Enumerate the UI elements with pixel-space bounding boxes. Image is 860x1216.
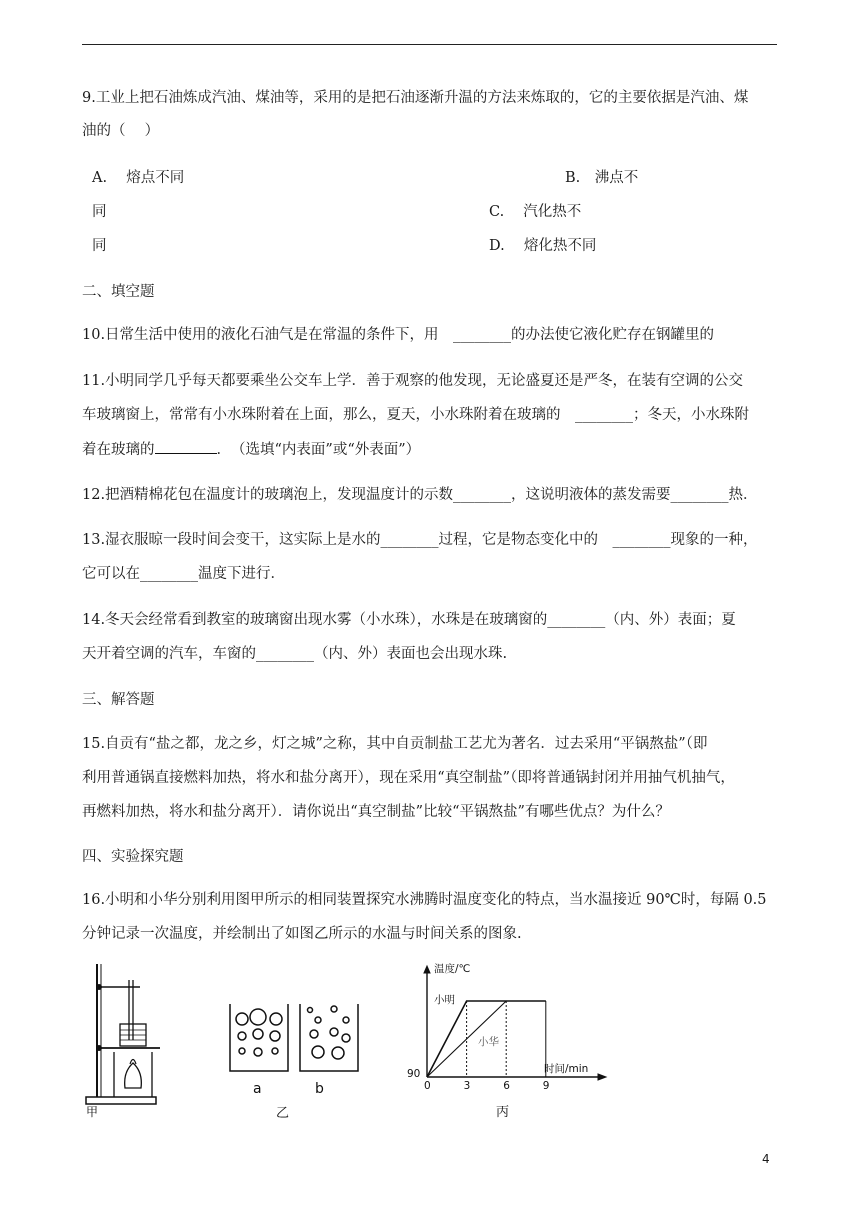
label-yi: 乙 [276, 1106, 290, 1121]
x-axis-arrow [598, 1074, 606, 1080]
y-axis-arrow [424, 966, 430, 973]
figure-jia-apparatus [80, 960, 170, 1120]
beaker-a [230, 1004, 288, 1071]
q12: 12.把酒精棉花包在温度计的玻璃泡上，发现温度计的示数________，这说明液体的蒸发需要________热． [82, 487, 758, 503]
x-tick-label: 3 [463, 1080, 471, 1092]
label-bing: 丙 [496, 1105, 510, 1120]
q16-line1: 16.小明和小华分别利用图甲所示的相同装置探究水沸腾时温度变化的特点，当水温接近 90℃时，每隔 0.5 [82, 892, 767, 908]
q11-line2: 车玻璃窗上，常常有小水珠附着在上面，那么，夏天，小水珠附着在玻璃的 ________；冬天，小水珠附 [82, 407, 749, 423]
section-fill-blank: 二、填空题 [82, 284, 155, 300]
series-name-xiaoming: 小明 [434, 994, 455, 1006]
q13-line2: 它可以在________温度下进行． [82, 566, 285, 582]
q11-line3-start: 着在玻璃的 [82, 442, 155, 458]
q9-option-d: D. 熔化热不同 [489, 238, 597, 254]
section-experiment: 四、实验探究题 [82, 849, 184, 865]
q15-line1: 15.自贡有“盐之都，龙之乡，灯之城”之称，其中自贡制盐工艺尤为著名．过去采用“平锅熬盐”（即 [82, 736, 708, 752]
q9-line1: 9.工业上把石油炼成汽油、煤油等，采用的是把石油逐渐升温的方法来炼取的，它的主要依据是汽油、煤 [82, 90, 749, 106]
q9-fragment-2: 同 [92, 238, 107, 254]
answer-blank [155, 439, 217, 454]
series-name-xiaohua: 小华 [478, 1036, 499, 1048]
header-rule [82, 44, 777, 45]
x-tick-label: 9 [542, 1080, 550, 1092]
x-tick-label: 0 [424, 1080, 431, 1092]
page-number: 4 [762, 1152, 770, 1166]
q14-line2: 天开着空调的汽车，车窗的________（内、外）表面也会出现水珠. [82, 646, 508, 662]
label-jia: 甲 [86, 1105, 99, 1119]
figure-bing-chart [404, 960, 624, 1120]
q15-line3: 再燃料加热，将水和盐分离开）．请你说出“真空制盐”比较“平锅熬盐”有哪些优点？为什么？ [82, 804, 670, 820]
q9-option-c: C. 汽化热不 [489, 204, 582, 220]
q11-line1: 11.小明同学几乎每天都要乘坐公交车上学．善于观察的他发现，无论盛夏还是严冬，在装有空调的公交 [82, 373, 744, 389]
section-answer: 三、解答题 [82, 692, 155, 708]
q15-line2: 利用普通锅直接燃料加热，将水和盐分离开），现在采用“真空制盐”（即将普通锅封闭并用抽气机抽气， [82, 770, 735, 786]
q11-line3 [82, 439, 782, 460]
q9-option-a: A. 熔点不同 [92, 170, 185, 186]
q14-line1: 14.冬天会经常看到教室的玻璃窗出现水雾（小水珠），水珠是在玻璃窗的________（内、外）表面；夏 [82, 612, 736, 628]
q11-line3-end: ． （选填“内表面”或“外表面”） [216, 442, 421, 458]
q13-line1: 13.湿衣服晾一段时间会变干，这实际上是水的________过程，它是物态变化中的 ________现象的一种， [82, 532, 758, 548]
beaker-b [300, 1004, 358, 1071]
q16-line2: 分钟记录一次温度，并绘制出了如图乙所示的水温与时间关系的图象. [82, 926, 522, 942]
figure-yi-beakers [218, 996, 368, 1126]
x-tick-label: 6 [503, 1080, 510, 1092]
x-axis-label: 时间/min [544, 1063, 589, 1075]
y-axis-label: 温度/℃ [434, 963, 471, 975]
q9-fragment-1: 同 [92, 204, 107, 220]
label-b: b [315, 1081, 324, 1097]
y-tick-label: 90 [407, 1068, 421, 1080]
q9-option-b: B. 沸点不 [565, 170, 639, 186]
q9-line2: 油的（ ） [82, 123, 160, 139]
chart-labels [407, 962, 588, 1092]
label-a: a [253, 1081, 262, 1097]
q10: 10.日常生活中使用的液化石油气是在常温的条件下，用 ________的办法使它液化贮存在钢罐里的 [82, 327, 715, 343]
